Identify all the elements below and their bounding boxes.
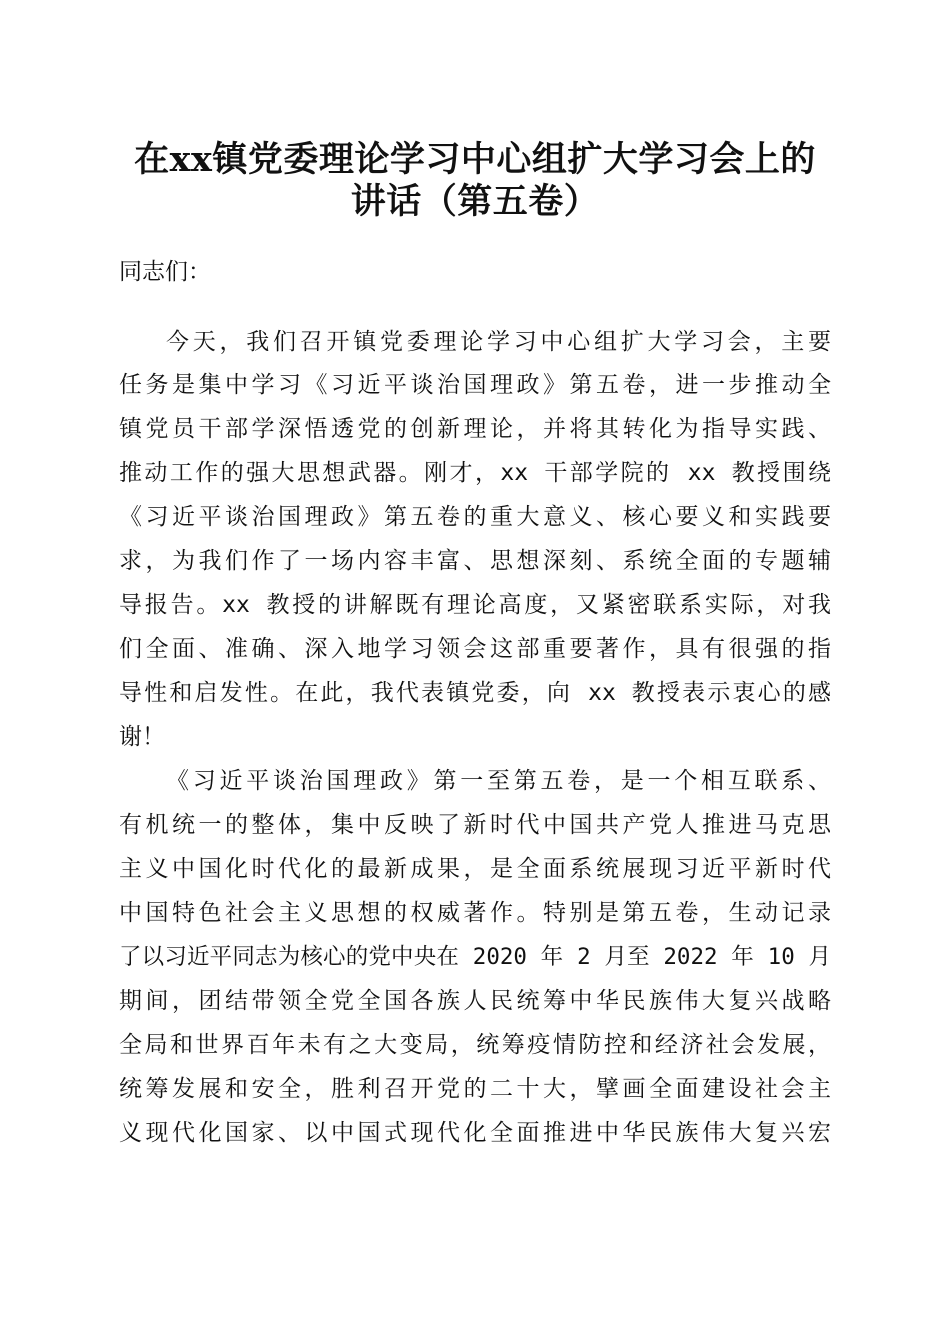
paragraph-2-line: 《习近平谈治国理政》第一至第五卷，是一个相互联系、 (166, 768, 831, 794)
paragraph-1-line: 推动工作的强大思想武器。刚才，xx 干部学院的 xx 教授围绕 (119, 460, 831, 486)
paragraph-1-line: 导报告。xx 教授的讲解既有理论高度，又紧密联系实际，对我 (119, 592, 831, 618)
paragraph-1-line: 求，为我们作了一场内容丰富、思想深刻、系统全面的专题辅 (119, 548, 831, 574)
paragraph-1-line: 导性和启发性。在此，我代表镇党委，向 xx 教授表示衷心的感 (119, 680, 831, 706)
document-title-line-1: 在xx镇党委理论学习中心组扩大学习会上的 (134, 139, 816, 180)
paragraph-1-line: 们全面、准确、深入地学习领会这部重要著作，具有很强的指 (119, 636, 831, 662)
paragraph-2-line: 中国特色社会主义思想的权威著作。特别是第五卷，生动记录 (119, 900, 831, 926)
paragraph-1-line: 今天，我们召开镇党委理论学习中心组扩大学习会，主要 (166, 329, 831, 355)
paragraph-2-line: 期间，团结带领全党全国各族人民统筹中华民族伟大复兴战略 (119, 988, 831, 1014)
paragraph-1-line: 镇党员干部学深悟透党的创新理论，并将其转化为指导实践、 (119, 416, 831, 442)
paragraph-2-line: 义现代化国家、以中国式现代化全面推进中华民族伟大复兴宏 (119, 1120, 831, 1146)
paragraph-1-line: 任务是集中学习《习近平谈治国理政》第五卷，进一步推动全 (119, 372, 831, 398)
paragraph-2-line: 全局和世界百年未有之大变局，统筹疫情防控和经济社会发展， (119, 1032, 831, 1058)
paragraph-1-line: 谢！ (119, 724, 165, 750)
paragraph-2-line: 了以习近平同志为核心的党中央在 2020 年 2 月至 2022 年 10 月 (119, 944, 831, 970)
paragraph-2-line: 统筹发展和安全，胜利召开党的二十大，擘画全面建设社会主 (119, 1076, 831, 1102)
salutation: 同志们： (119, 259, 211, 285)
paragraph-2-line: 主义中国化时代化的最新成果，是全面系统展现习近平新时代 (119, 856, 831, 882)
paragraph-1-line: 《习近平谈治国理政》第五卷的重大意义、核心要义和实践要 (119, 504, 831, 530)
paragraph-2-line: 有机统一的整体，集中反映了新时代中国共产党人推进马克思 (119, 812, 831, 838)
document-title-line-2: 讲话（第五卷） (350, 181, 600, 222)
